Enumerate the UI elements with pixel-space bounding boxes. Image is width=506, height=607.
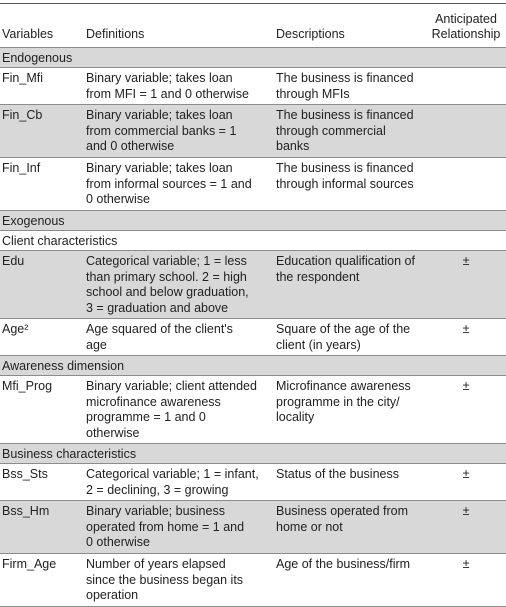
definition-cell-line: 0 otherwise [86,535,150,550]
table-row [0,68,506,105]
table-row [0,319,506,356]
description-cell [276,161,426,192]
definition-cell-line: Binary variable; takes loan [86,161,233,175]
definition-cell-line: than primary school. 2 = high [86,269,247,284]
variable-cell: Age² [2,322,29,336]
section-row [0,211,506,231]
description-cell-line: through MFIs [276,86,350,101]
section-label: Business characteristics [2,447,137,461]
description-cell [276,254,426,285]
relationship-cell: ± [462,379,470,393]
variable-cell: Firm_Age [2,557,57,571]
table-row [0,501,506,554]
definition-cell [86,504,274,551]
definition-cell-line: 2 = declining, 3 = growing [86,482,229,497]
section-label: Endogenous [2,51,73,65]
definition-cell [86,71,274,102]
description-cell-line: Square of the age of the [276,322,411,336]
definition-cell-line: operated from home = 1 and [86,519,245,534]
description-cell-line: the respondent [276,269,360,284]
section-label: Exogenous [2,214,65,228]
variable-cell: Fin_Inf [2,161,41,175]
table-row [0,464,506,501]
description-cell-line: home or not [276,519,343,534]
definition-cell [86,557,274,604]
definition-cell [86,254,274,316]
table-row [0,105,506,158]
definition-cell-line: from informal sources = 1 and [86,176,252,191]
definition-cell-line: microfinance awareness [86,394,221,409]
definition-cell-line: age [86,337,107,352]
description-cell-line: client (in years) [276,337,361,352]
relationship-cell: ± [462,467,470,481]
description-cell [276,322,426,353]
header-variables: Variables [2,27,54,42]
definition-cell-line: Binary variable; client attended [86,379,257,393]
description-cell-line: Status of the business [276,467,399,481]
description-cell [276,71,426,102]
definition-cell [86,379,274,441]
section-label: Client characteristics [2,234,118,248]
description-cell-line: through commercial [276,123,386,138]
definition-cell-line: since the business began its [86,572,244,587]
definition-cell-line: from commercial banks = 1 [86,123,237,138]
definition-cell-line: Binary variable; takes loan [86,71,233,85]
description-cell-line: through informal sources [276,176,414,191]
definition-cell-line: Categorical variable; 1 = less [86,254,247,268]
definition-cell-line: and 0 otherwise [86,139,175,154]
definition-cell-line: school and below graduation, [86,285,249,300]
description-cell-line: locality [276,410,315,425]
section-row [0,48,506,68]
variable-cell: Bss_Sts [2,467,48,481]
definition-cell-line: Number of years elapsed [86,557,226,571]
description-cell-line: Age of the business/firm [276,557,411,571]
section-row [0,356,506,376]
header-descriptions: Descriptions [276,27,345,42]
table-header [0,4,506,48]
header-definitions: Definitions [86,27,145,42]
definition-cell [86,161,274,208]
variable-cell: Bss_Hm [2,504,50,518]
description-cell-line: The business is financed [276,161,414,175]
table-row [0,158,506,211]
table-row [0,376,506,444]
description-cell [276,467,426,483]
description-cell-line: banks [276,139,310,154]
variable-cell: Mfi_Prog [2,379,53,393]
description-cell [276,504,426,535]
definition-cell [86,108,274,155]
table-row [0,554,506,607]
variable-cell: Fin_Cb [2,108,43,122]
definition-cell-line: from MFI = 1 and 0 otherwise [86,86,249,101]
description-cell [276,108,426,155]
description-cell-line: Business operated from [276,504,409,518]
variable-cell: Edu [2,254,25,268]
relationship-cell: ± [462,322,470,336]
description-cell [276,379,426,426]
definition-cell-line: programme = 1 and 0 [86,410,206,425]
description-cell-line: The business is financed [276,108,414,122]
definition-cell-line: otherwise [86,425,140,440]
relationship-cell: ± [462,557,470,571]
definition-cell-line: Binary variable; business [86,504,225,518]
description-cell [276,557,426,573]
relationship-cell: ± [462,504,470,518]
relationship-cell: ± [462,254,470,268]
header-relationship: Anticipated Relationship [431,11,501,42]
definition-cell-line: Age squared of the client's [86,322,233,336]
definition-cell-line: Binary variable; takes loan [86,108,233,122]
definition-cell [86,467,274,498]
description-cell-line: The business is financed [276,71,414,85]
definition-cell-line: 0 otherwise [86,192,150,207]
section-label: Awareness dimension [2,359,125,373]
section-row [0,231,506,251]
section-row [0,444,506,464]
description-cell-line: Education qualification of [276,254,415,268]
definition-cell-line: Categorical variable; 1 = infant, [86,467,259,481]
description-cell-line: programme in the city/ [276,394,400,409]
definition-cell-line: operation [86,588,139,603]
definition-cell [86,322,274,353]
table-row [0,251,506,319]
description-cell-line: Microfinance awareness [276,379,411,393]
variable-cell: Fin_Mfi [2,71,43,85]
definition-cell-line: 3 = graduation and above [86,300,229,315]
